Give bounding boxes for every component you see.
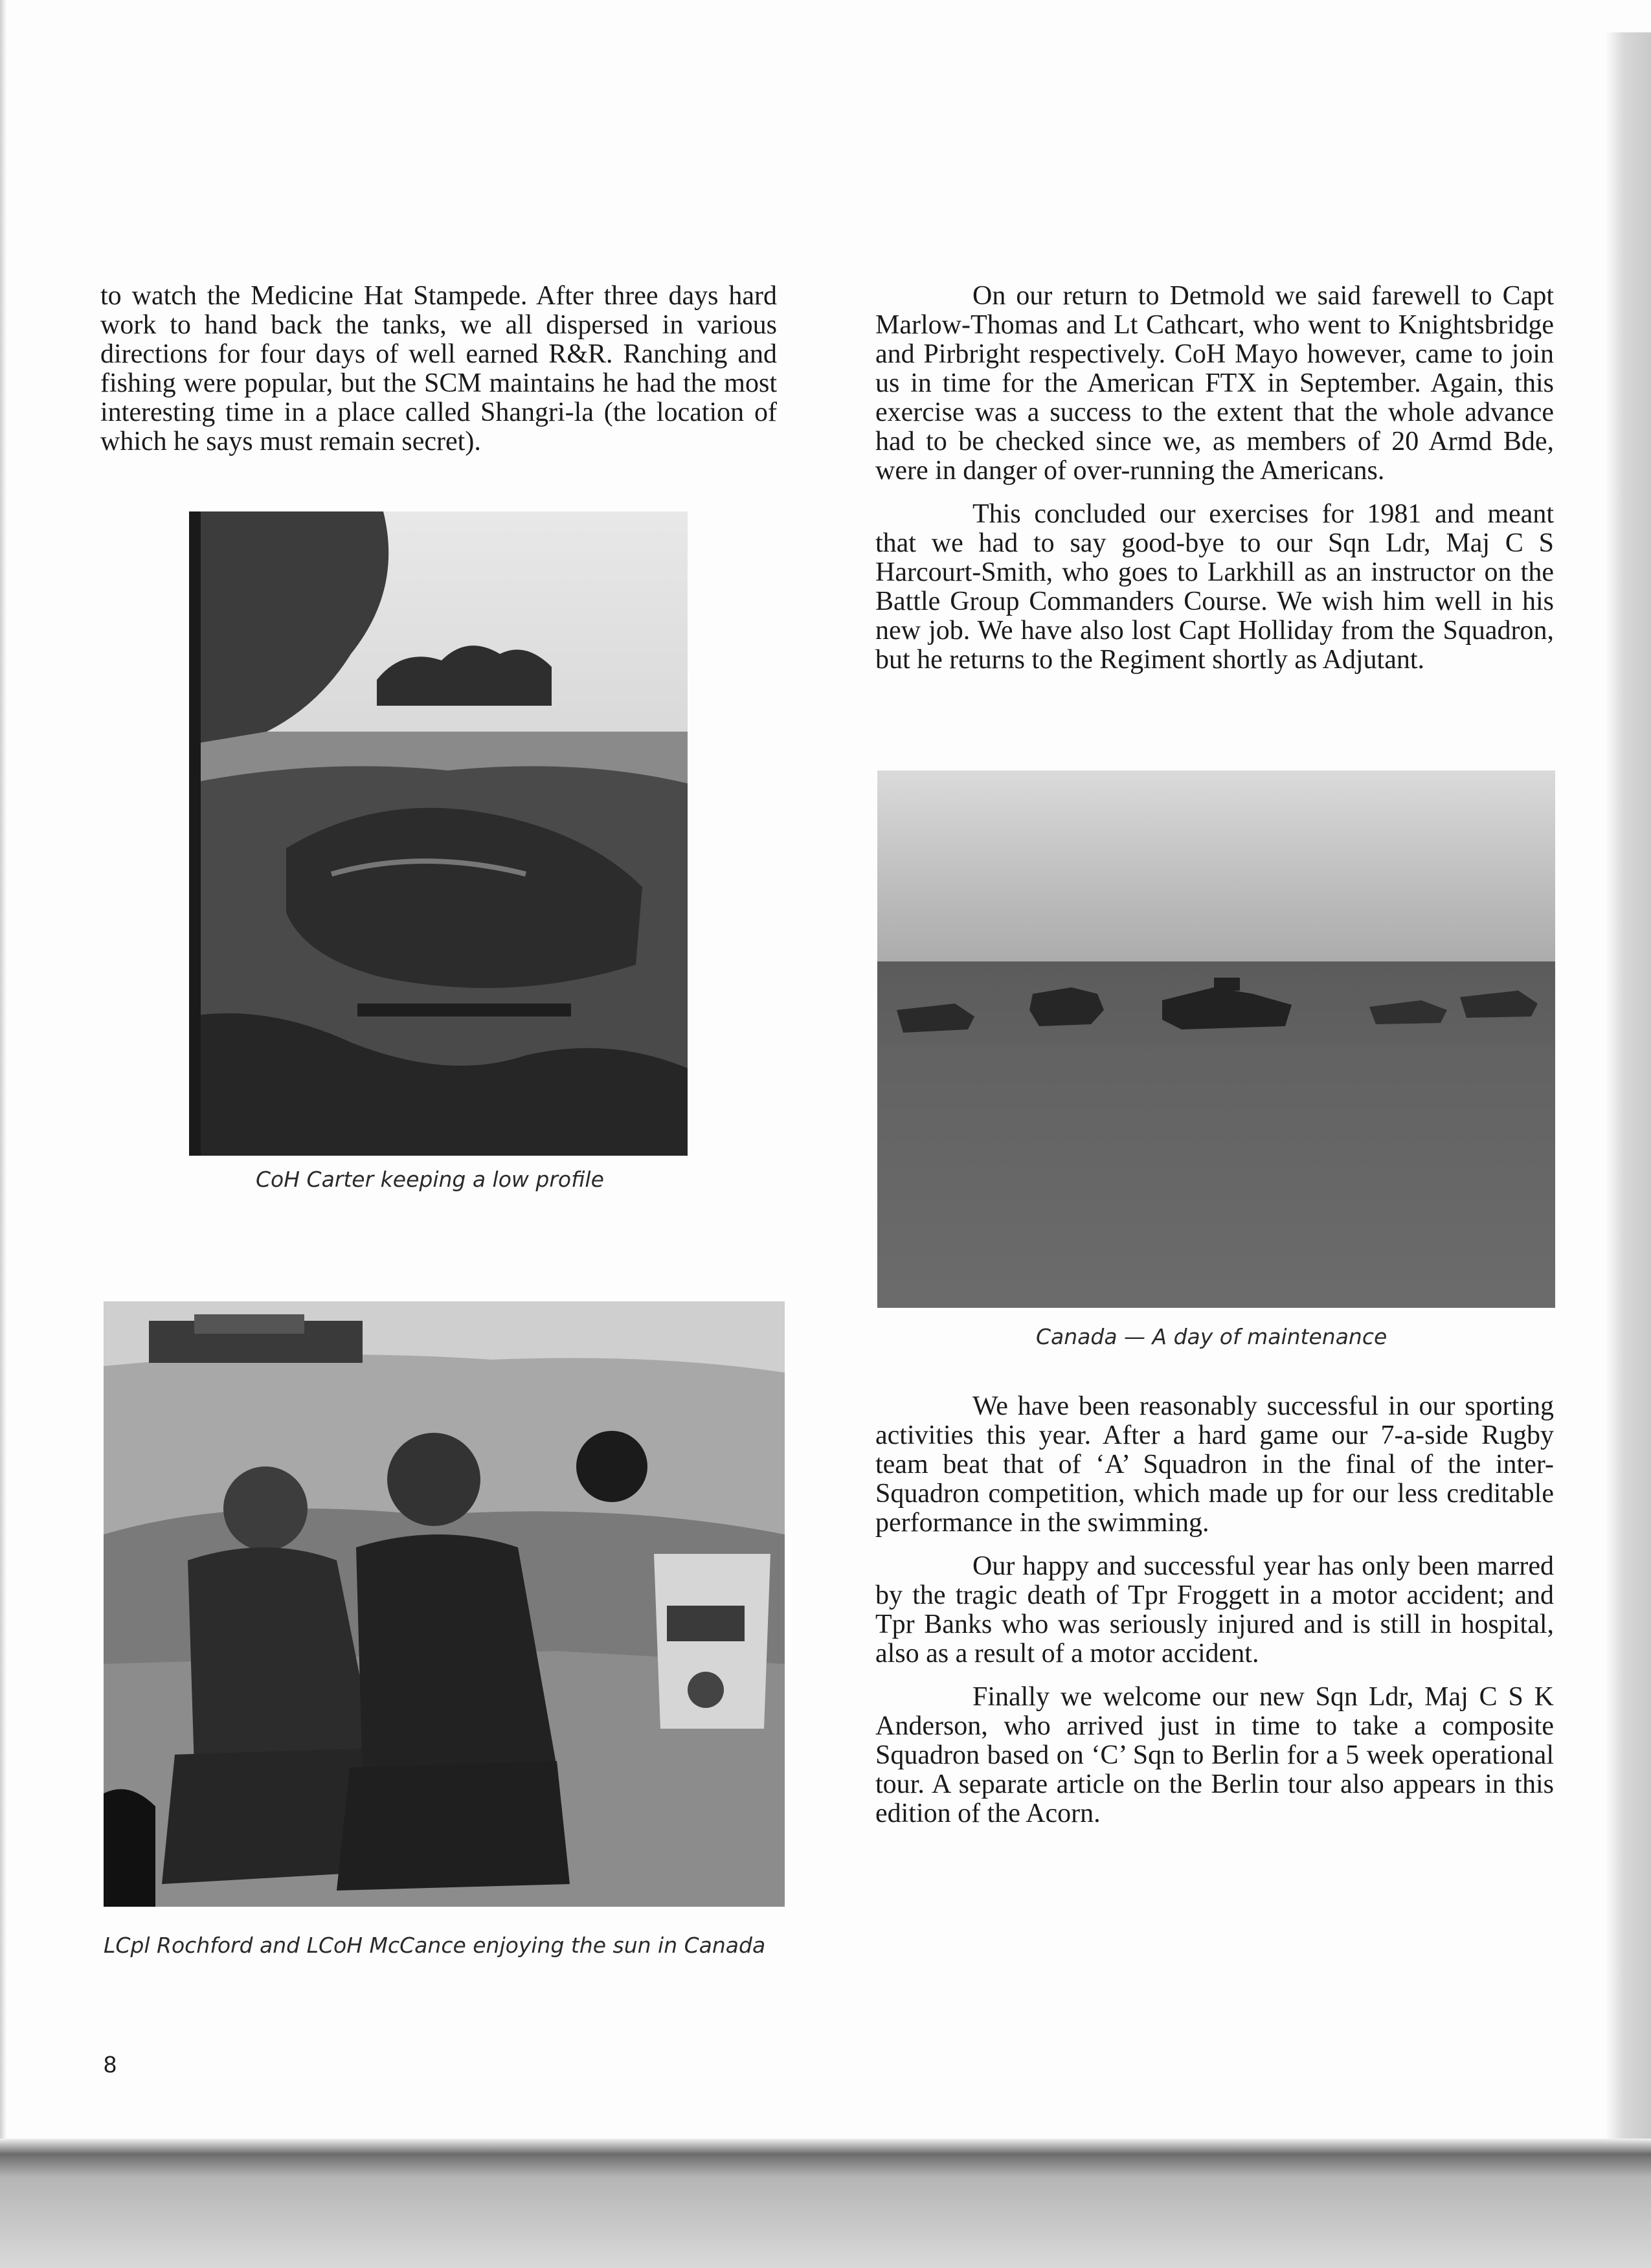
right-paragraph-2: This concluded our exercises for 1981 and meant that we had to say good-bye to our Sqn Ldr, Maj C S Harcourt-Smith, who goes to Larkhill as an instructor on the Battle Group Commanders Course. We wish him well in his new job. We have also lost Capt Holliday from the Squadron, but he returns to the Regiment shortly as Adjutant. xyxy=(875,499,1554,675)
right-paragraph-3: We have been reasonably successful in our sporting activities this year. After a hard game our 7-a-side Rugby team beat that of ‘A’ Squadron in the final of the inter-Squadron competition, which made up for our less creditable performance in the swimming. xyxy=(875,1391,1554,1538)
photo-two-soldiers-on-tank xyxy=(104,1301,785,1907)
page-bottom-shadow xyxy=(0,2139,1651,2268)
photo-tanks-on-prairie xyxy=(877,770,1555,1308)
caption-photo-2: Canada — A day of maintenance xyxy=(1036,1324,1387,1349)
caption-photo-3: LCpl Rochford and LCoH McCance enjoying the sun in Canada xyxy=(104,1933,766,1958)
left-paragraph: to watch the Medicine Hat Stampede. After three days hard work to hand back the tanks, we all dispersed in various directions for four days of well earned R&R. Ranching and fishing were popular, but the SCM maintains he had the most interesting time in a place called Shangri-la (the location of which he says must remain secret). xyxy=(100,281,777,456)
page-number: 8 xyxy=(104,2051,117,2078)
right-paragraph-1: On our return to Detmold we said farewell to Capt Marlow-Thomas and Lt Cathcart, who went to Knightsbridge and Pirbright respectively. CoH Mayo however, came to join us in time for the American FTX in September. Again, this exercise was a success to the extent that the whole advance had to be checked since we, as members of 20 Armd Bde, were in danger of over-running the Americans. xyxy=(875,281,1554,486)
right-paragraph-5: Finally we welcome our new Sqn Ldr, Maj C S K Anderson, who arrived just in time to take a composite Squadron based on ‘C’ Sqn to Berlin for a 5 week operational tour. A separate article on the Berlin tour also appears in this edition of the Acorn. xyxy=(875,1682,1554,1828)
photo-two-soldiers-image xyxy=(104,1301,785,1907)
page-right-edge xyxy=(1606,32,1651,2221)
right-paragraph-4: Our happy and successful year has only been marred by the tragic death of Tpr Froggett in a motor accident; and Tpr Banks who was seriously injured and is still in hospital, also as a result of a motor accident. xyxy=(875,1551,1554,1668)
right-column-text-lower xyxy=(875,1392,1554,1828)
page-left-edge xyxy=(0,0,6,2268)
caption-photo-1: CoH Carter keeping a low profile xyxy=(256,1167,604,1192)
photo-camouflaged-tank-image xyxy=(189,511,688,1156)
photo-camouflaged-tank xyxy=(189,511,688,1156)
photo-tanks-on-prairie-image xyxy=(877,770,1555,1308)
right-column-text-upper xyxy=(875,282,1554,675)
left-column-text xyxy=(100,282,777,456)
